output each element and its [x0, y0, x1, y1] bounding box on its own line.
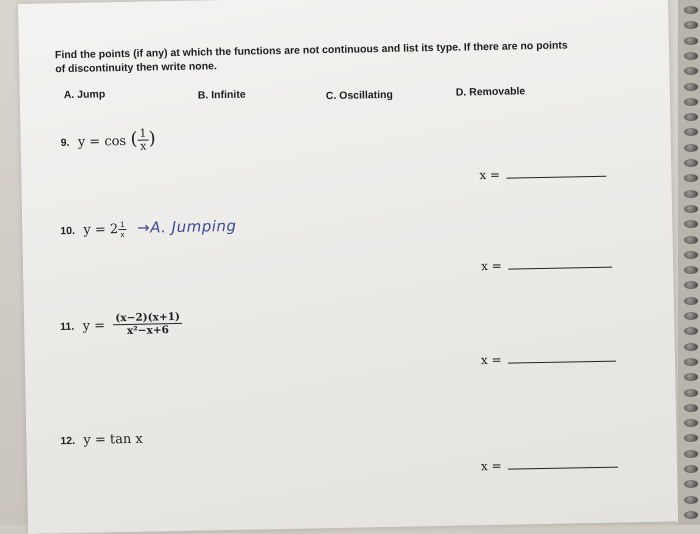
worksheet-page [18, 0, 678, 534]
spiral-ring [684, 389, 698, 397]
spiral-ring [684, 434, 698, 442]
problem-9-fraction: $\frac{1}{x}$ [137, 128, 148, 153]
spiral-ring [684, 404, 698, 412]
spiral-ring [684, 128, 698, 136]
spiral-ring [684, 113, 698, 121]
problem-11-fraction: $\frac{(x-2)(x+1)}{\text{x²−x+6}}$ [113, 311, 182, 337]
spiral-ring [684, 174, 698, 182]
spiral-ring [684, 358, 698, 366]
spiral-ring [684, 312, 698, 320]
problem-12-answer[interactable] [481, 455, 618, 476]
problem-9-answer-label: x = [479, 167, 501, 183]
problem-10-answer-blank[interactable] [508, 267, 612, 270]
problem-9: 9. y = cos ( $\frac{1}{x}$ ) [60, 126, 156, 153]
instructions-line-1: Find the points (if any) at which the functions are not continuous and list its type. If there are no points [54, 39, 568, 62]
spiral-ring [684, 159, 698, 167]
choice-removable: D. Removable [455, 85, 526, 99]
spiral-ring [684, 67, 698, 75]
problem-11-answer[interactable] [481, 349, 616, 370]
problem-12-answer-blank[interactable] [508, 467, 618, 470]
spiral-ring [684, 496, 698, 504]
problem-11-expression: y = [82, 318, 106, 334]
problem-10-answer[interactable] [481, 255, 612, 276]
problem-9-answer-blank[interactable] [507, 176, 607, 179]
spiral-ring [684, 266, 698, 274]
handwritten-answer: →A. Jumping [136, 216, 237, 237]
spiral-ring [684, 144, 698, 152]
problem-9-expression: y = cos [77, 133, 127, 150]
spiral-ring [684, 52, 698, 60]
spiral-ring [684, 251, 698, 259]
choice-infinite: B. Infinite [197, 88, 246, 102]
problem-11-answer-blank[interactable] [508, 361, 616, 364]
spiral-ring [684, 327, 698, 335]
spiral-ring [684, 83, 698, 91]
spiral-ring [684, 190, 698, 198]
spiral-ring [684, 465, 698, 473]
problem-10-number: 10. [60, 224, 76, 238]
problem-12-expression: y = tan x [83, 431, 143, 448]
problem-10 [60, 217, 237, 240]
spiral-ring [684, 373, 698, 381]
instructions-line-2: of discontinuity then write none. [55, 60, 217, 76]
problem-9-answer[interactable] [479, 164, 606, 184]
spiral-ring [684, 21, 698, 29]
spiral-ring [684, 450, 698, 458]
problem-12-answer-label: x = [480, 458, 502, 474]
problem-9-number: 9. [60, 136, 70, 149]
choice-jump: A. Jump [63, 88, 106, 102]
spiral-ring [684, 6, 698, 14]
problem-10-expression: y = 2 [83, 222, 119, 238]
problem-12 [60, 430, 143, 450]
spiral-ring [684, 205, 698, 213]
spiral-ring [684, 343, 698, 351]
spiral-ring [684, 480, 698, 488]
spiral-ring [684, 297, 698, 305]
spiral-ring [684, 511, 698, 519]
spiral-ring [684, 220, 698, 228]
problem-11 [60, 311, 182, 338]
problem-10-answer-label: x = [480, 258, 502, 274]
spiral-ring [684, 98, 698, 106]
spiral-ring [684, 37, 698, 45]
problem-11-number: 11. [60, 320, 75, 333]
spiral-binding [678, 0, 700, 525]
spiral-ring [684, 281, 698, 289]
choice-oscillating: C. Oscillating [325, 88, 394, 103]
spiral-ring [684, 236, 698, 244]
problem-10-exponent: 1 x [118, 220, 127, 239]
spiral-ring [684, 419, 698, 427]
problem-12-number: 12. [60, 434, 76, 448]
problem-11-answer-label: x = [480, 352, 502, 368]
